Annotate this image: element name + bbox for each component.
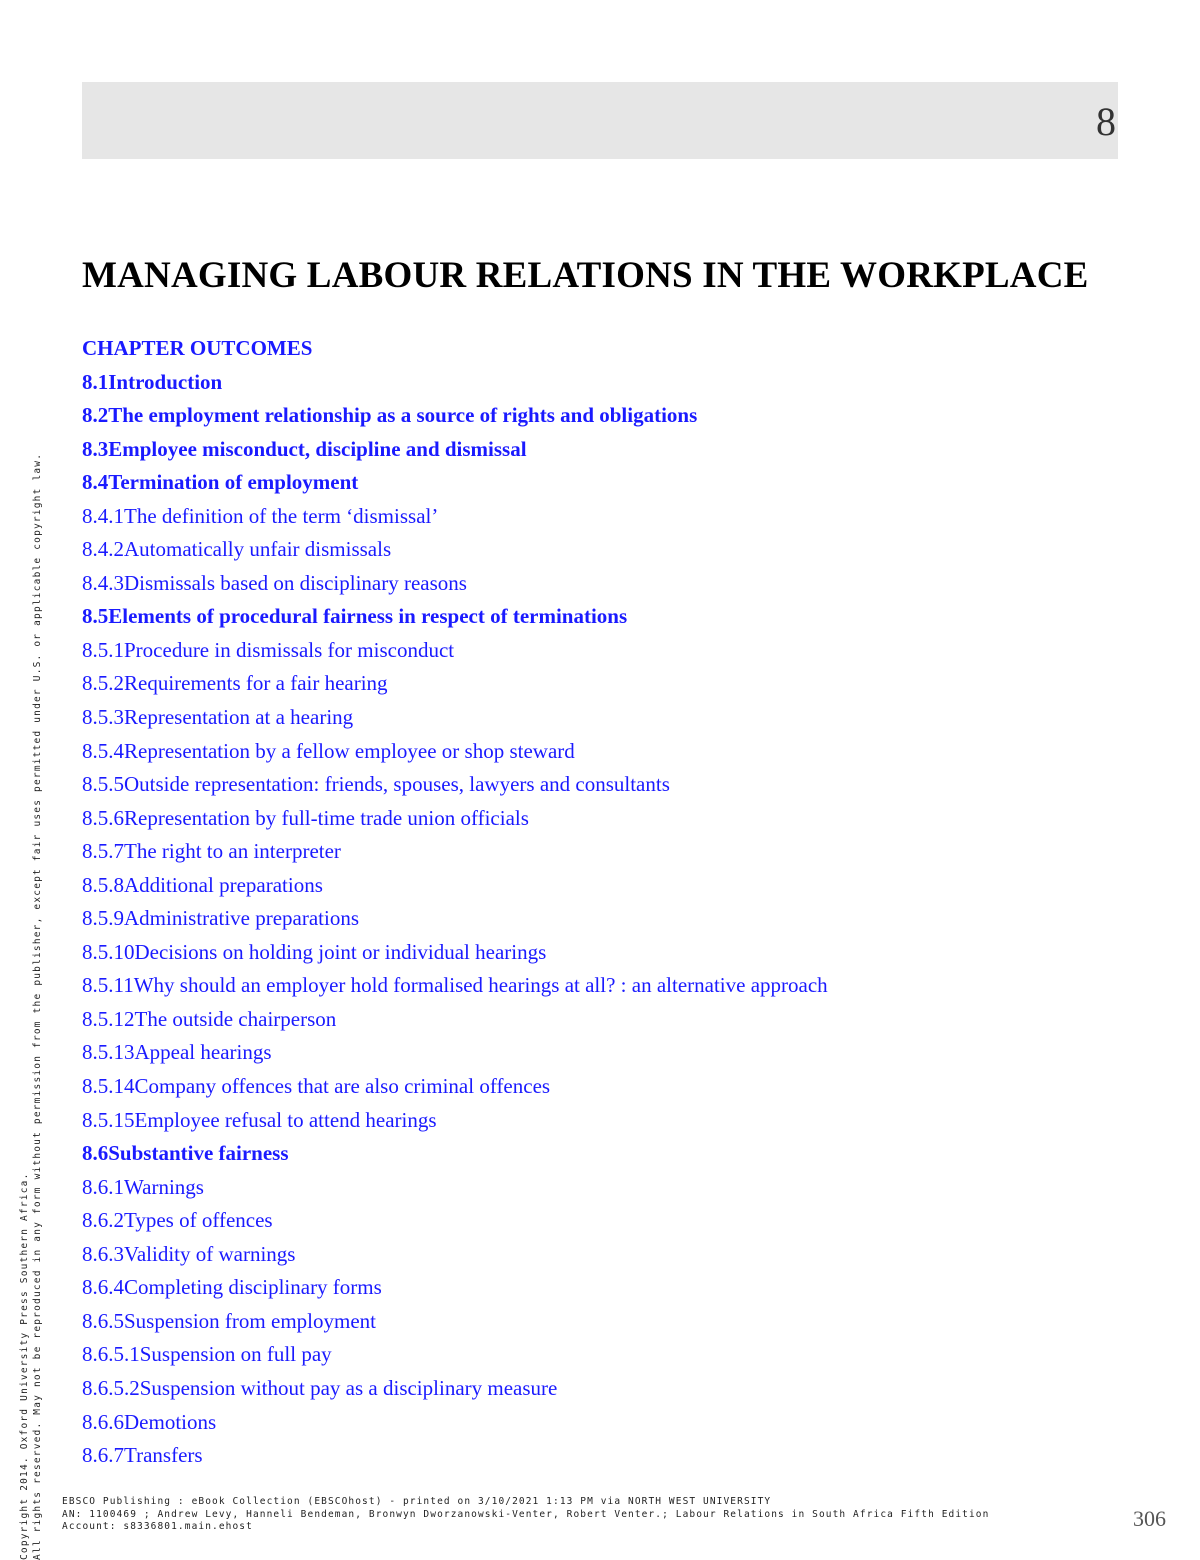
chapter-banner	[82, 82, 1118, 159]
footer-line-account: Account: s8336801.main.ehost	[62, 1521, 253, 1532]
toc-link[interactable]: 8.5.2Requirements for a fair hearing	[82, 671, 388, 696]
toc-link[interactable]: 8.3Employee misconduct, discipline and dismissal	[82, 436, 527, 461]
toc-link[interactable]: 8.6.3Validity of warnings	[82, 1241, 296, 1266]
toc-link[interactable]: 8.1Introduction	[82, 369, 223, 394]
toc-link[interactable]: 8.5.13Appeal hearings	[82, 1040, 272, 1065]
toc-link[interactable]: 8.5.3Representation at a hearing	[82, 705, 354, 730]
toc-link[interactable]: CHAPTER OUTCOMES	[82, 336, 313, 360]
footer-line-publishing: EBSCO Publishing : eBook Collection (EBSCOhost) - printed on 3/10/2021 1:13 PM via NORTH WEST UNIVERSITY	[62, 1496, 772, 1507]
toc-link[interactable]: 8.6.5Suspension from employment	[82, 1308, 376, 1333]
side-copyright-notice	[18, 360, 44, 1560]
toc-link[interactable]: 8.2The employment relationship as a source of rights and obligations	[82, 403, 698, 428]
toc-link[interactable]: 8.5.7The right to an interpreter	[82, 839, 341, 864]
toc-link[interactable]: 8.6.1Warnings	[82, 1174, 204, 1199]
toc-link[interactable]: 8.5.9Administrative preparations	[82, 906, 360, 931]
toc-link[interactable]: 8.5.12The outside chairperson	[82, 1006, 337, 1031]
toc-link[interactable]: 8.6.6Demotions	[82, 1409, 217, 1434]
toc-link[interactable]: 8.4.1The definition of the term ‘dismissal’	[82, 503, 439, 528]
chapter-number: 8	[1096, 99, 1116, 144]
toc-link[interactable]: 8.4Termination of employment	[82, 470, 359, 495]
toc-link[interactable]: 8.5.5Outside representation: friends, spouses, lawyers and consultants	[82, 772, 670, 797]
toc-link[interactable]: 8.6.2Types of offences	[82, 1208, 273, 1233]
toc-link[interactable]: 8.5.11Why should an employer hold formalised hearings at all? : an alternative approach	[82, 973, 828, 998]
toc-link[interactable]: 8.6Substantive fairness	[82, 1141, 289, 1166]
toc-link[interactable]: 8.4.2Automatically unfair dismissals	[82, 537, 392, 562]
footer-notice	[62, 1496, 989, 1534]
toc-link[interactable]: 8.5.14Company offences that are also criminal offences	[82, 1074, 551, 1099]
toc-link[interactable]: 8.5.6Representation by full-time trade union officials	[82, 805, 529, 830]
footer-line-citation: AN: 1100469 ; Andrew Levy, Hanneli Bendeman, Bronwyn Dworzanowski-Venter, Robert Venter.; Labour Relations in South Africa Fifth Edition	[62, 1508, 990, 1520]
toc-link[interactable]: 8.6.4Completing disciplinary forms	[82, 1275, 382, 1300]
copyright-line: Copyright 2014. Oxford University Press Southern Africa.	[19, 1172, 30, 1560]
toc-link[interactable]: 8.5.15Employee refusal to attend hearings	[82, 1107, 437, 1132]
toc-link[interactable]: 8.5.4Representation by a fellow employee or shop steward	[82, 738, 575, 763]
toc-link[interactable]: 8.6.5.2Suspension without pay as a disciplinary measure	[82, 1375, 558, 1400]
table-of-contents	[82, 332, 1142, 1473]
toc-link[interactable]: 8.6.5.1Suspension on full pay	[82, 1342, 332, 1367]
rights-line: All rights reserved. May not be reproduced in any form without permission from the publisher, except fair uses permitted under U.S. or applicable copyright law.	[32, 452, 43, 1560]
toc-link[interactable]: 8.5.10Decisions on holding joint or individual hearings	[82, 939, 547, 964]
toc-link[interactable]: 8.5Elements of procedural fairness in respect of terminations	[82, 604, 628, 629]
chapter-title: MANAGING LABOUR RELATIONS IN THE WORKPLACE	[82, 255, 1089, 296]
toc-link[interactable]: 8.4.3Dismissals based on disciplinary reasons	[82, 570, 467, 595]
toc-link[interactable]: 8.6.7Transfers	[82, 1443, 203, 1468]
toc-link[interactable]: 8.5.1Procedure in dismissals for misconduct	[82, 637, 455, 662]
page-number: 306	[1133, 1506, 1166, 1531]
toc-link[interactable]: 8.5.8Additional preparations	[82, 872, 323, 897]
